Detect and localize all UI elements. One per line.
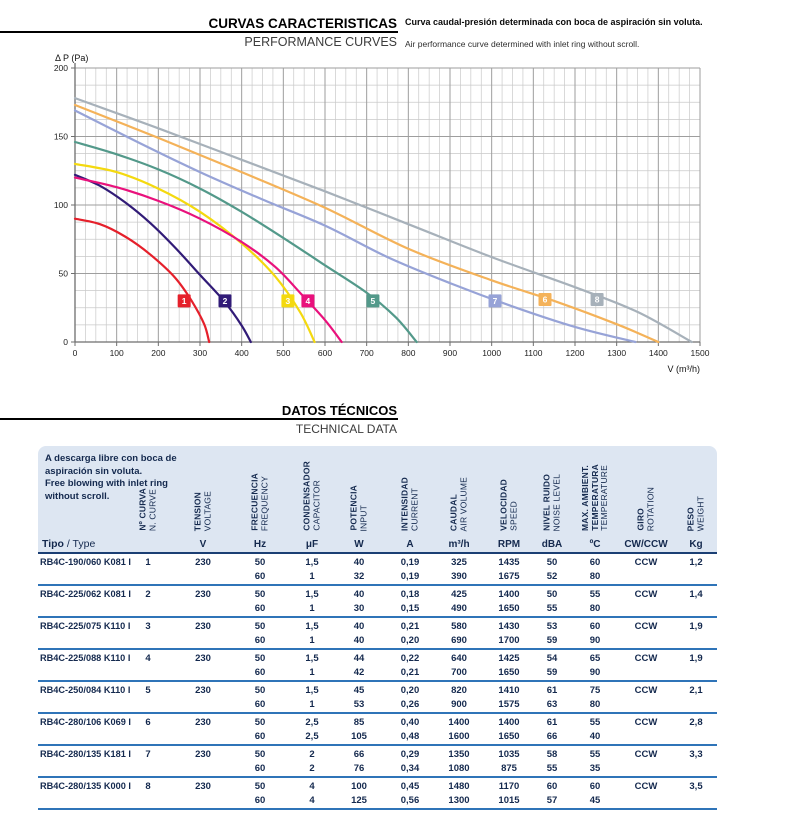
cell-50hz: 1410: [498, 685, 520, 696]
cell-50hz: 54: [546, 653, 558, 664]
cell-60hz: 63: [546, 699, 558, 710]
cell-60hz: 390: [451, 571, 467, 582]
cell-50hz: 2,5: [305, 717, 319, 728]
column-header-giro: [637, 487, 656, 531]
column-header-en: TEMPERATURE: [598, 465, 609, 531]
curve-badge-label-2: 2: [222, 296, 228, 307]
cell-50hz: 1,5: [305, 557, 319, 568]
cell-50hz: 0,19: [400, 557, 420, 568]
column-header-en: AIR VOLUME: [458, 476, 468, 531]
column-header-en: N. CURVE: [147, 488, 157, 531]
cell-60hz: 0,26: [400, 699, 420, 710]
cell-60hz: 490: [451, 603, 467, 614]
cell-curve-number: 2: [145, 589, 151, 600]
cell-60hz: 125: [351, 795, 367, 806]
cell-60hz: 1650: [498, 603, 520, 614]
cell-60hz: 52: [546, 571, 558, 582]
cell-weight: 1,4: [689, 589, 703, 600]
cell-60hz: 60: [254, 795, 266, 806]
table-row-1: [38, 554, 717, 586]
cell-60hz: 76: [353, 763, 365, 774]
cell-60hz: 60: [254, 667, 266, 678]
column-header-en: INPUT: [358, 504, 368, 531]
cell-50hz: 50: [254, 589, 266, 600]
cell-voltage: 230: [195, 557, 211, 568]
cell-50hz: 40: [353, 589, 365, 600]
cell-60hz: 60: [254, 731, 266, 742]
cell-60hz: 0,56: [400, 795, 420, 806]
curve-4: [75, 178, 342, 342]
cell-voltage: 230: [195, 621, 211, 632]
x-tick-label: 300: [192, 348, 208, 358]
column-header-es: CAUDAL: [448, 493, 459, 531]
curve-badge-label-4: 4: [305, 296, 311, 307]
cell-60hz: 1080: [448, 763, 470, 774]
cell-50hz: 50: [546, 557, 558, 568]
cell-50hz: 640: [451, 653, 467, 664]
curve-badge-label-6: 6: [542, 294, 548, 305]
y-tick-label: 200: [53, 63, 68, 73]
cell-60hz: 60: [254, 603, 266, 614]
cell-voltage: 230: [195, 653, 211, 664]
cell-50hz: 53: [546, 621, 558, 632]
curve-3: [75, 164, 315, 342]
cell-weight: 2,8: [689, 717, 703, 728]
x-tick-label: 600: [317, 348, 333, 358]
cell-50hz: 1,5: [305, 685, 319, 696]
cell-60hz: 4: [309, 795, 315, 806]
curves-title-rule: [0, 31, 398, 33]
cell-50hz: 40: [353, 621, 365, 632]
cell-60hz: 1575: [498, 699, 520, 710]
cell-weight: 1,9: [689, 621, 703, 632]
cell-60hz: 0,19: [400, 571, 420, 582]
x-tick-label: 1000: [482, 348, 502, 358]
cell-60hz: 60: [254, 571, 266, 582]
x-tick-label: 1300: [607, 348, 627, 358]
column-unit: μF: [305, 539, 319, 550]
cell-rotation: CCW: [634, 685, 658, 696]
cell-type: RB4C-225/088 K110 I: [40, 653, 131, 663]
cell-60hz: 1: [309, 699, 315, 710]
cell-weight: 1,2: [689, 557, 703, 568]
cell-50hz: 1,5: [305, 589, 319, 600]
x-axis-label: V (m³/h): [667, 364, 700, 374]
cell-weight: 1,9: [689, 653, 703, 664]
cell-50hz: 1430: [498, 621, 520, 632]
x-tick-label: 400: [234, 348, 249, 358]
cell-60hz: 1: [309, 635, 315, 646]
column-unit: dBA: [541, 539, 563, 550]
cell-60hz: 53: [353, 699, 365, 710]
cell-curve-number: 1: [145, 557, 151, 568]
y-tick-label: 0: [63, 337, 68, 347]
x-tick-label: 1400: [648, 348, 668, 358]
cell-50hz: 0,18: [400, 589, 420, 600]
x-tick-label: 700: [359, 348, 374, 358]
cell-50hz: 66: [353, 749, 365, 760]
cell-50hz: 1400: [498, 589, 520, 600]
column-header-es: PESO: [685, 506, 696, 531]
cell-60hz: 80: [589, 699, 601, 710]
x-tick-label: 500: [276, 348, 291, 358]
cell-60hz: 0,34: [400, 763, 420, 774]
curves-title-es: CURVAS CARACTERISTICAS: [208, 16, 397, 31]
curve-badge-label-1: 1: [181, 296, 187, 307]
cell-rotation: CCW: [634, 653, 658, 664]
cell-50hz: 1350: [448, 749, 470, 760]
column-unit: Hz: [253, 539, 267, 550]
x-tick-label: 1500: [690, 348, 710, 358]
column-header-es: POTENCIA: [348, 485, 359, 531]
column-header-es: FRECUENCIA: [249, 473, 260, 531]
cell-60hz: 1675: [498, 571, 520, 582]
cell-50hz: 1480: [448, 781, 470, 792]
curve-badge-label-8: 8: [594, 294, 600, 305]
cell-curve-number: 5: [145, 685, 151, 696]
cell-50hz: 1400: [498, 717, 520, 728]
column-header-es: MAX. AMBIENT.: [579, 464, 590, 531]
column-unit: ºC: [589, 539, 601, 550]
cell-50hz: 85: [353, 717, 365, 728]
cell-50hz: 50: [254, 749, 266, 760]
cell-voltage: 230: [195, 589, 211, 600]
curve-5: [75, 142, 417, 342]
column-header-n-curva: [139, 488, 158, 531]
cell-50hz: 60: [546, 781, 558, 792]
table-intro-es: A descarga libre con boca de aspiración sin voluta.: [45, 453, 177, 477]
cell-50hz: 44: [353, 653, 365, 664]
cell-rotation: CCW: [634, 621, 658, 632]
cell-60hz: 45: [589, 795, 601, 806]
cell-type: RB4C-225/075 K110 I: [40, 621, 131, 631]
cell-50hz: 580: [451, 621, 467, 632]
cell-type: RB4C-280/135 K000 I: [40, 781, 131, 791]
cell-60hz: 60: [254, 635, 266, 646]
cell-60hz: 1: [309, 667, 315, 678]
table-row-8: [38, 778, 717, 810]
column-header-condensador: [303, 461, 322, 531]
cell-rotation: CCW: [634, 717, 658, 728]
x-tick-label: 900: [442, 348, 458, 358]
column-header-en: ROTATION: [645, 486, 655, 531]
x-tick-label: 100: [109, 348, 124, 358]
curve-7: [75, 111, 635, 343]
cell-curve-number: 7: [145, 749, 151, 760]
cell-60hz: 2: [309, 763, 315, 774]
units-row: [38, 535, 717, 550]
y-axis-label: Δ P (Pa): [55, 53, 89, 63]
type-column-label: [42, 538, 95, 550]
column-header-peso: [687, 496, 706, 531]
cell-60hz: 0,15: [400, 603, 420, 614]
cell-voltage: 230: [195, 685, 211, 696]
cell-60hz: 1650: [498, 731, 520, 742]
cell-50hz: 0,21: [400, 621, 420, 632]
cell-50hz: 55: [589, 589, 601, 600]
curve-badge-label-5: 5: [370, 296, 376, 307]
curve-badge-label-3: 3: [285, 296, 291, 307]
table-rows: [38, 554, 717, 810]
cell-50hz: 1,5: [305, 653, 319, 664]
cell-type: RB4C-225/062 K081 I: [40, 589, 131, 599]
cell-60hz: 1650: [498, 667, 520, 678]
cell-50hz: 0,40: [400, 717, 420, 728]
cell-60hz: 40: [353, 635, 365, 646]
column-header-max-ambient-: [581, 464, 610, 531]
cell-60hz: 1600: [448, 731, 470, 742]
cell-50hz: 820: [451, 685, 467, 696]
column-unit: m³/h: [448, 539, 470, 550]
cell-60hz: 90: [589, 667, 601, 678]
column-header-nivel-ruido: [543, 474, 562, 531]
cell-60hz: 59: [546, 635, 558, 646]
cell-60hz: 900: [451, 699, 467, 710]
cell-60hz: 2,5: [305, 731, 319, 742]
cell-50hz: 1170: [498, 781, 520, 792]
performance-curves-chart: [0, 50, 760, 386]
column-header-en: FREQUENCY: [259, 475, 269, 531]
cell-50hz: 50: [254, 557, 266, 568]
curve-1: [75, 219, 209, 342]
cell-50hz: 325: [451, 557, 467, 568]
cell-50hz: 4: [309, 781, 315, 792]
cell-type: RB4C-190/060 K081 I: [40, 557, 131, 567]
cell-weight: 3,3: [689, 749, 703, 760]
column-header-frecuencia: [251, 473, 270, 531]
cell-50hz: 50: [546, 589, 558, 600]
cell-50hz: 55: [589, 749, 601, 760]
type-label-es: Tipo: [42, 538, 64, 550]
cell-60hz: 690: [451, 635, 467, 646]
table-header-band: [38, 446, 717, 554]
cell-60hz: 55: [546, 763, 558, 774]
column-header-es: Nº CURVA: [137, 488, 148, 531]
cell-50hz: 50: [254, 717, 266, 728]
cell-50hz: 0,45: [400, 781, 420, 792]
cell-60hz: 1: [309, 603, 315, 614]
curves-note-es: Curva caudal-presión determinada con boca de aspiración sin voluta.: [405, 17, 703, 27]
column-header-es: VELOCIDAD: [498, 479, 509, 531]
cell-voltage: 230: [195, 781, 211, 792]
table-row-6: [38, 714, 717, 746]
curves-title-en: PERFORMANCE CURVES: [244, 35, 397, 49]
cell-rotation: CCW: [634, 589, 658, 600]
cell-curve-number: 8: [145, 781, 151, 792]
cell-60hz: 700: [451, 667, 467, 678]
cell-rotation: CCW: [634, 749, 658, 760]
cell-50hz: 425: [451, 589, 467, 600]
y-tick-label: 100: [53, 200, 68, 210]
column-header-en: CURRENT: [409, 488, 419, 531]
cell-60hz: 0,48: [400, 731, 420, 742]
table-intro: [45, 453, 179, 503]
column-unit: A: [406, 539, 414, 550]
cell-50hz: 50: [254, 781, 266, 792]
x-tick-label: 0: [72, 348, 78, 358]
cell-curve-number: 4: [145, 653, 151, 664]
cell-60hz: 1700: [498, 635, 520, 646]
column-unit: W: [354, 539, 364, 550]
column-header-es: CONDENSADOR: [301, 461, 312, 531]
cell-60hz: 875: [501, 763, 517, 774]
cell-60hz: 60: [254, 699, 266, 710]
x-tick-label: 800: [401, 348, 416, 358]
table-intro-en: Free blowing with inlet ring without scroll.: [45, 478, 168, 502]
curve-2: [75, 175, 251, 342]
cell-60hz: 80: [589, 603, 601, 614]
cell-50hz: 100: [351, 781, 367, 792]
cell-60hz: 32: [353, 571, 365, 582]
cell-type: RB4C-280/135 K181 I: [40, 749, 131, 759]
cell-60hz: 40: [589, 731, 601, 742]
cell-50hz: 60: [589, 557, 601, 568]
cell-50hz: 61: [546, 685, 558, 696]
column-header-es: INTENSIDAD: [399, 477, 410, 531]
cell-50hz: 61: [546, 717, 558, 728]
cell-type: RB4C-280/106 K069 I: [40, 717, 131, 727]
cell-60hz: 55: [546, 603, 558, 614]
table-row-2: [38, 586, 717, 618]
column-unit: V: [199, 539, 207, 550]
tech-title-es: DATOS TÉCNICOS: [281, 403, 397, 418]
x-tick-label: 200: [151, 348, 166, 358]
cell-60hz: 66: [546, 731, 558, 742]
cell-voltage: 230: [195, 717, 211, 728]
column-header-es: GIRO: [635, 508, 646, 531]
x-tick-label: 1100: [524, 348, 543, 358]
cell-50hz: 60: [589, 621, 601, 632]
table-row-5: [38, 682, 717, 714]
cell-50hz: 58: [546, 749, 558, 760]
column-header-es: TENSION: [192, 491, 203, 531]
cell-50hz: 2: [309, 749, 315, 760]
cell-50hz: 75: [589, 685, 601, 696]
cell-60hz: 90: [589, 635, 601, 646]
cell-type: RB4C-250/084 K110 I: [40, 685, 131, 695]
column-unit: Kg: [689, 539, 703, 550]
cell-60hz: 30: [353, 603, 365, 614]
cell-weight: 3,5: [689, 781, 703, 792]
column-header-velocidad: [500, 479, 519, 531]
column-unit: RPM: [497, 539, 521, 550]
column-header-en: WEIGHT: [695, 495, 705, 531]
tech-title-en: TECHNICAL DATA: [295, 422, 397, 436]
cell-50hz: 1425: [498, 653, 520, 664]
cell-voltage: 230: [195, 749, 211, 760]
column-header-en: VOLTAGE: [202, 490, 212, 531]
y-tick-label: 50: [58, 268, 68, 279]
cell-50hz: 50: [254, 685, 266, 696]
y-tick-label: 150: [53, 131, 68, 142]
cell-60hz: 1: [309, 571, 315, 582]
cell-50hz: 1400: [448, 717, 470, 728]
column-header-es: TEMPERATURA: [589, 464, 600, 531]
cell-50hz: 0,29: [400, 749, 420, 760]
table-row-4: [38, 650, 717, 682]
cell-50hz: 0,22: [400, 653, 420, 664]
cell-60hz: 35: [589, 763, 601, 774]
cell-weight: 2,1: [689, 685, 703, 696]
table-row-7: [38, 746, 717, 778]
column-unit: CW/CCW: [624, 539, 668, 550]
tech-title-rule: [0, 418, 398, 420]
cell-50hz: 0,20: [400, 685, 420, 696]
cell-60hz: 0,21: [400, 667, 420, 678]
column-header-potencia: [350, 485, 369, 531]
column-header-en: CAPACITOR: [311, 480, 321, 531]
cell-60hz: 80: [589, 571, 601, 582]
cell-50hz: 60: [589, 781, 601, 792]
table-row-3: [38, 618, 717, 650]
cell-curve-number: 6: [145, 717, 151, 728]
cell-50hz: 50: [254, 621, 266, 632]
technical-data-table: [38, 446, 717, 810]
curves-note-en: Air performance curve determined with inlet ring without scroll.: [405, 39, 640, 49]
curve-badge-label-7: 7: [492, 296, 498, 307]
cell-50hz: 65: [589, 653, 601, 664]
cell-rotation: CCW: [634, 781, 658, 792]
cell-60hz: 105: [351, 731, 367, 742]
cell-60hz: 57: [546, 795, 558, 806]
cell-rotation: CCW: [634, 557, 658, 568]
cell-50hz: 1435: [498, 557, 520, 568]
cell-60hz: 60: [254, 763, 266, 774]
cell-curve-number: 3: [145, 621, 151, 632]
cell-60hz: 1300: [448, 795, 470, 806]
column-header-caudal: [450, 477, 469, 531]
cell-60hz: 1015: [498, 795, 520, 806]
cell-60hz: 59: [546, 667, 558, 678]
cell-60hz: 0,20: [400, 635, 420, 646]
column-header-en: SPEED: [508, 501, 518, 531]
cell-50hz: 55: [589, 717, 601, 728]
cell-50hz: 45: [353, 685, 365, 696]
cell-60hz: 42: [353, 667, 365, 678]
cell-50hz: 1035: [498, 749, 520, 760]
type-label-en: / Type: [63, 538, 96, 550]
cell-50hz: 1,5: [305, 621, 319, 632]
column-header-es: NIVEL RUIDO: [541, 474, 552, 531]
x-tick-label: 1200: [565, 348, 585, 358]
column-header-intensidad: [401, 477, 420, 531]
cell-50hz: 50: [254, 653, 266, 664]
cell-50hz: 40: [353, 557, 365, 568]
column-header-tension: [194, 491, 213, 531]
column-header-en: NOISE LEVEL: [551, 473, 561, 531]
